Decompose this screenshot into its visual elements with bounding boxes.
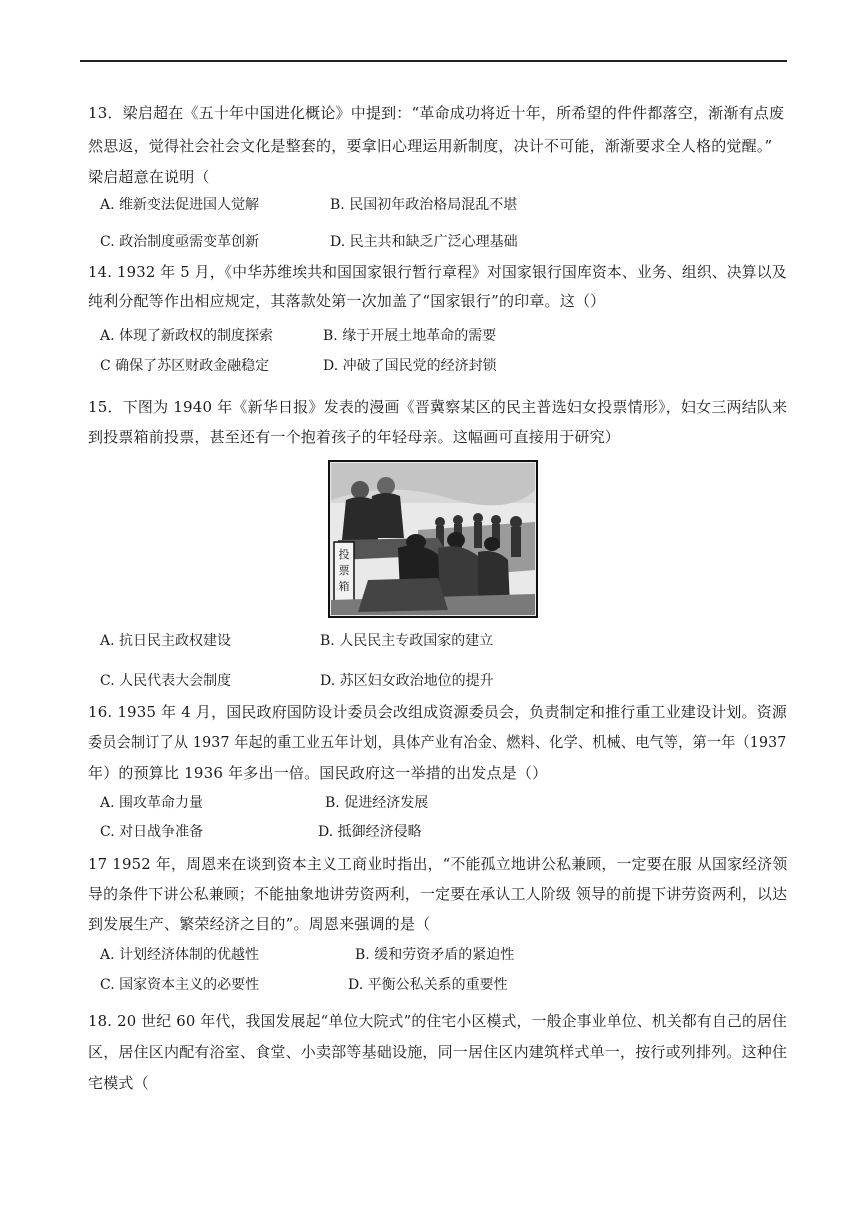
question-13-option-a: A. 维新变法促进国人觉解 bbox=[100, 197, 260, 213]
voting-box-char-3: 箱 bbox=[338, 580, 350, 593]
question-14-option-b: B. 缘于开展土地革命的需要 bbox=[323, 328, 497, 344]
question-14-option-d: D. 冲破了国民党的经济封锁 bbox=[323, 358, 497, 374]
question-15-option-d: D. 苏区妇女政治地位的提升 bbox=[320, 673, 494, 689]
question-16-option-c: C. 对日战争准备 bbox=[100, 824, 204, 840]
header-rule bbox=[80, 60, 787, 62]
question-17-option-a: A. 计划经济体制的优越性 bbox=[100, 947, 260, 963]
voting-box-char-1: 投 bbox=[338, 548, 350, 561]
question-15-option-a: A. 抗日民主政权建设 bbox=[100, 633, 232, 649]
question-15-option-c: C. 人民代表大会制度 bbox=[100, 673, 232, 689]
question-18-line-1: 18. 20 世纪 60 年代，我国发展起“单位大院式”的住宅小区模式，一般企事业单位、机关都有自己的居住 bbox=[88, 1012, 788, 1030]
question-17-line-2: 导的条件下讲公私兼顾；不能抽象地讲劳资两利，一定要在承认工人阶级 领导的前提下讲劳资两利，以达 bbox=[88, 885, 788, 903]
question-16-line-3: 年）的预算比 1936 年多出一倍。国民政府这一举措的出发点是（） bbox=[88, 764, 548, 782]
question-17-line-1: 17 1952 年，周恩来在谈到资本主义工商业时指出，“不能孤立地讲公私兼顾，一定要在服 从国家经济领 bbox=[88, 855, 788, 873]
question-13-option-c: C. 政治制度亟需变革创新 bbox=[100, 234, 260, 250]
question-18-line-2: 区，居住区内配有浴室、食堂、小卖部等基础设施，同一居住区内建筑样式单一，按行或列排列。这种住 bbox=[88, 1043, 788, 1061]
question-13-line-2: 然思返，觉得社会社会文化是整套的，要拿旧心理运用新制度，决计不可能，渐渐要求全人格的觉醒。” bbox=[88, 137, 773, 155]
question-13-line-1: 13．梁启超在《五十年中国进化概论》中提到：“革命成功将近十年，所希望的件件都落空，渐渐有点废 bbox=[88, 104, 785, 122]
question-14-line-1: 14. 1932 年 5 月，《中华苏维埃共和国国家银行暂行章程》对国家银行国库资本、业务、组织、决算以及 bbox=[88, 263, 787, 281]
question-14-option-c: C 确保了苏区财政金融稳定 bbox=[100, 358, 270, 374]
question-16-option-a: A. 围攻革命力量 bbox=[100, 795, 204, 811]
question-16-option-b: B. 促进经济发展 bbox=[325, 795, 429, 811]
question-16-line-2: 委员会制订了从 1937 年起的重工业五年计划，具体产业有冶金、燃料、化学、机械、电气等，第一年（1937 bbox=[88, 733, 787, 751]
voting-cartoon-image bbox=[328, 460, 538, 618]
voting-box-char-2: 票 bbox=[338, 564, 350, 577]
question-17-option-b: B. 缓和劳资矛盾的紧迫性 bbox=[355, 947, 515, 963]
question-14-line-2: 纯利分配等作出相应规定，其落款处第一次加盖了“国家银行”的印章。这（） bbox=[88, 292, 606, 310]
question-15-option-b: B. 人民民主专政国家的建立 bbox=[320, 633, 494, 649]
question-13-option-d: D. 民主共和缺乏广泛心理基础 bbox=[330, 234, 518, 250]
question-16-line-1: 16. 1935 年 4 月，国民政府国防设计委员会改组成资源委员会，负责制定和推行重工业建设计划。资源 bbox=[88, 703, 788, 721]
question-13-line-3: 梁启超意在说明（ bbox=[88, 168, 210, 186]
question-15-line-1: 15．下图为 1940 年《新华日报》发表的漫画《晋冀察某区的民主普选妇女投票情形》，妇女三两结队来 bbox=[88, 398, 788, 416]
question-17-option-d: D. 平衡公私关系的重要性 bbox=[348, 977, 508, 993]
question-17-line-3: 到发展生产、繁荣经济之目的”。周恩来强调的是（ bbox=[88, 915, 431, 933]
question-17-option-c: C. 国家资本主义的必要性 bbox=[100, 977, 260, 993]
question-14-option-a: A. 体现了新政权的制度探索 bbox=[100, 328, 274, 344]
question-13-option-b: B. 民国初年政治格局混乱不堪 bbox=[330, 197, 518, 213]
question-15-line-2: 到投票箱前投票，甚至还有一个抱着孩子的年轻母亲。这幅画可直接用于研究） bbox=[88, 428, 621, 446]
question-16-option-d: D. 抵御经济侵略 bbox=[318, 824, 422, 840]
question-18-line-3: 宅模式（ bbox=[88, 1074, 149, 1092]
